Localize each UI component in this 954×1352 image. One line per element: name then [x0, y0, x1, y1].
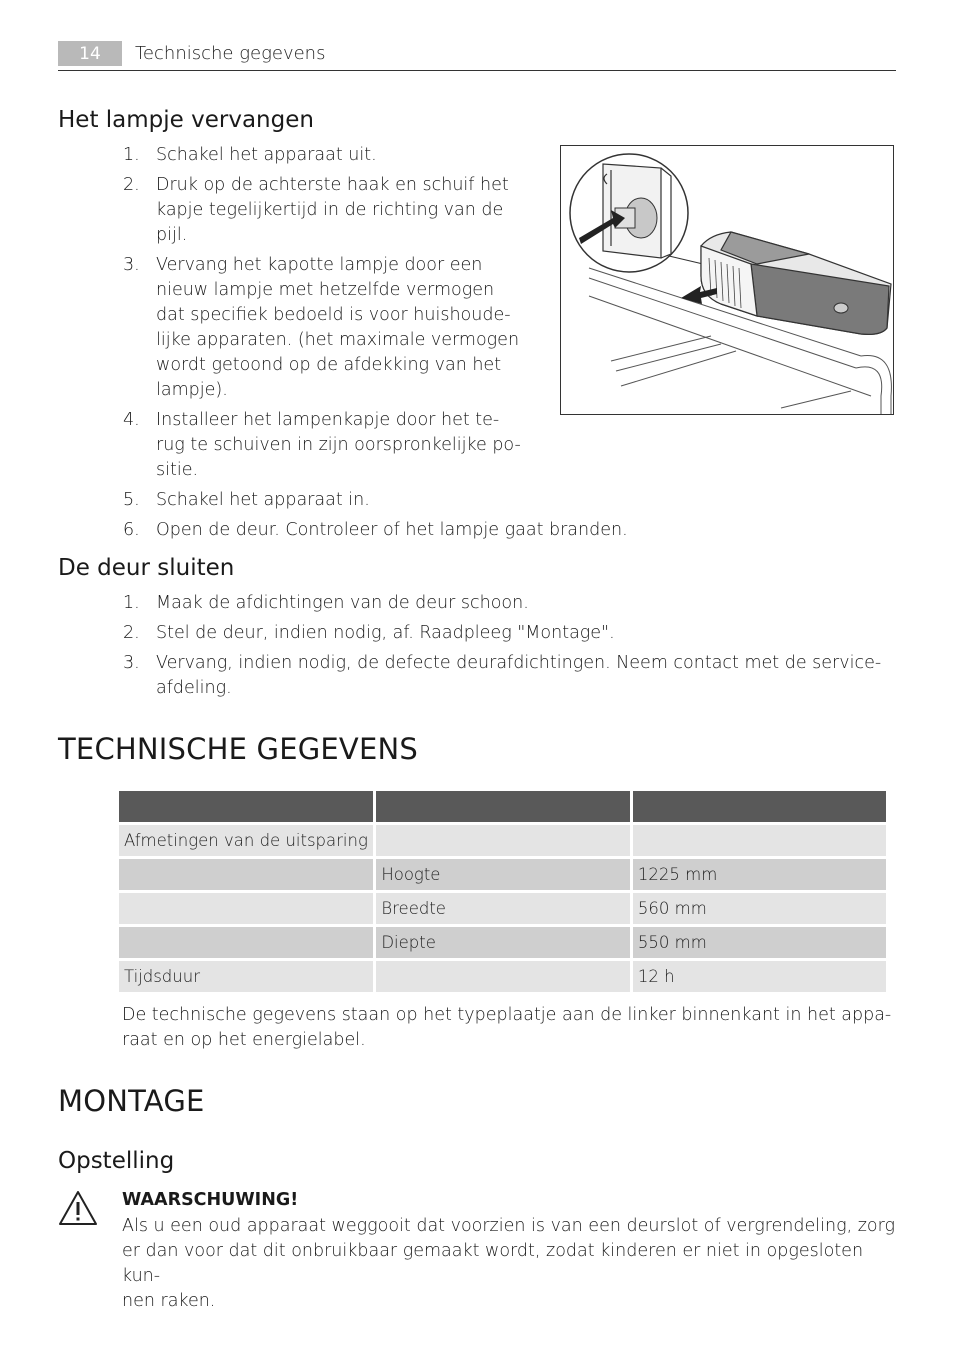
tech-data-table — [116, 788, 889, 995]
step-text: Vervang, indien nodig, de defecte deurafdichtingen. Neem contact met de service- afdeling. — [156, 653, 882, 698]
lamp-cover-illustration — [560, 145, 894, 415]
table-cell — [119, 927, 373, 958]
montage-section-title: MONTAGE — [58, 1084, 205, 1118]
table-cell: Hoogte — [376, 859, 630, 890]
running-title: Technische gegevens — [135, 43, 326, 64]
step-text: Installeer het lampenkapje door het te- rug te schuiven in zijn oorspronkelijke po- sitie. — [156, 410, 521, 480]
table-cell — [119, 893, 373, 924]
header-divider — [58, 70, 896, 71]
table-cell: Afmetingen van de uitsparing — [119, 825, 373, 856]
table-row — [119, 927, 886, 958]
step-number: 6. — [123, 520, 140, 540]
step-text: Schakel het apparaat uit. — [156, 145, 377, 165]
warning-title: WAARSCHUWING! — [122, 1190, 299, 1210]
step-text: Druk op de achterste haak en schuif het kapje tegelijkertijd in de richting van de pijl. — [156, 175, 509, 245]
step-number: 1. — [123, 593, 140, 613]
step-number: 1. — [123, 145, 140, 165]
step-text: Vervang het kapotte lampje door een nieuw lampje met hetzelfde vermogen dat specifiek bedoeld is voor huishoude- lijke apparaten. (het maximale vermogen wordt getoond op de afdekking van het lampje). — [156, 255, 520, 400]
warning-icon — [58, 1190, 98, 1226]
table-row — [119, 859, 886, 890]
page-number: 14 — [58, 41, 122, 66]
table-header-row — [119, 791, 886, 822]
step-number: 3. — [123, 653, 140, 673]
table-header-cell — [119, 791, 373, 822]
step-number: 5. — [123, 490, 140, 510]
tech-section-title: TECHNISCHE GEGEVENS — [58, 732, 418, 766]
table-cell: 1225 mm — [633, 859, 886, 890]
step-text: Open de deur. Controleer of het lampje gaat branden. — [156, 520, 628, 540]
table-header-cell — [376, 791, 630, 822]
table-cell — [633, 825, 886, 856]
table-cell: Tijdsduur — [119, 961, 373, 992]
step-text: Schakel het apparaat in. — [156, 490, 370, 510]
table-header-cell — [633, 791, 886, 822]
step-number: 2. — [123, 623, 140, 643]
table-cell: Diepte — [376, 927, 630, 958]
lamp-section-title: Het lampje vervangen — [58, 107, 314, 133]
step-number: 2. — [123, 175, 140, 195]
step-number: 3. — [123, 255, 140, 275]
step-text: Maak de afdichtingen van de deur schoon. — [156, 593, 529, 613]
step-number: 4. — [123, 410, 140, 430]
door-section-title: De deur sluiten — [58, 555, 235, 581]
table-cell: 12 h — [633, 961, 886, 992]
lamp-cover-drawing — [561, 146, 894, 415]
table-row — [119, 893, 886, 924]
table-cell — [376, 961, 630, 992]
table-row — [119, 825, 886, 856]
table-cell: 550 mm — [633, 927, 886, 958]
opstelling-title: Opstelling — [58, 1148, 175, 1174]
warning-text: Als u een oud apparaat weggooit dat voorzien is van een deurslot of vergrendeling, zorg er dan voor dat dit onbruikbaar gemaakt wordt, zodat kinderen er niet in opgesloten kun- nen raken. — [122, 1216, 895, 1311]
table-row — [119, 961, 886, 992]
table-cell: 560 mm — [633, 893, 886, 924]
tech-note: De technische gegevens staan op het typeplaatje aan de linker binnenkant in het appa- raat en op het energielabel. — [122, 1005, 892, 1050]
table-cell: Breedte — [376, 893, 630, 924]
table-cell — [119, 859, 373, 890]
step-text: Stel de deur, indien nodig, af. Raadpleeg "Montage". — [156, 623, 615, 643]
table-cell — [376, 825, 630, 856]
